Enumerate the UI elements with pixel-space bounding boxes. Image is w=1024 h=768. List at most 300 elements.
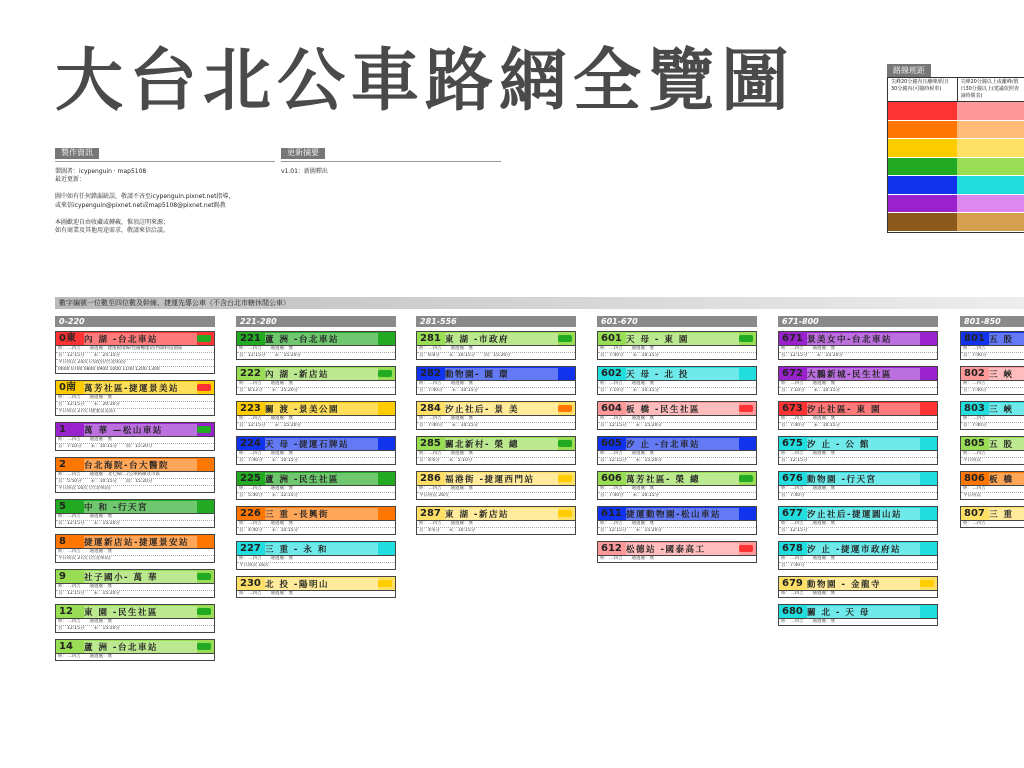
route-detail-line: 經：二四吉 通過處：無 [56,619,214,626]
route-detail-line: 首：12:15分 末：20:30分 [56,402,214,409]
legend-swatch [888,158,957,177]
route-frequency-tag [197,608,211,615]
route-frequency-tag [920,580,934,587]
route-card[interactable] [778,604,938,626]
route-number: 602 [598,367,626,380]
route-detail-line: 經：二四吉 通過處：無 [781,619,835,624]
route-number: 8 [56,535,84,548]
route-frequency-tag [197,573,211,580]
route-number: 805 [961,437,989,450]
legend-swatch [957,158,1024,177]
route-detail-line: 經：二四吉 [963,521,986,526]
route-frequency-tag [920,405,934,412]
route-column [55,316,215,667]
route-detail-line: 平日班次 26次 [419,493,449,498]
route-column-header: 0-220 [55,316,215,327]
route-frequency-tag [378,405,392,412]
route-detail-line: 經：二四吉 通過處：無 [417,381,575,388]
route-frequency-tag [739,335,753,342]
route-name: 社子國小- 萬 華 [84,571,197,583]
legend-swatch [888,176,957,195]
route-frequency-tag [920,335,934,342]
route-card[interactable] [778,541,938,570]
route-number: 14 [56,640,84,653]
route-name: 北 投 -陽明山 [265,578,378,590]
route-number: 227 [237,542,265,555]
update-summary [281,148,501,176]
route-detail-line: 平日班次 [963,458,981,463]
route-name: 捷運動物園-松山車站 [626,508,739,520]
route-detail-line: 首：12:15分 末：15:20分 [239,353,301,358]
route-detail-line: 平日班次 27次 (捷運景美站) [58,409,116,414]
route-number: 611 [598,507,626,520]
route-column-header: 221-280 [236,316,396,327]
route-name: 汐止社后-捷運圓山站 [807,508,920,520]
route-frequency-tag [558,440,572,447]
route-detail-line: 經：二四吉 通過處：無 [237,451,395,458]
route-detail-line: 首：5:50分 末：10:15分 間：15:20分 [56,479,214,486]
route-frequency-tag [920,440,934,447]
route-detail-line: 經：二四吉 [961,451,1024,458]
route-card[interactable] [597,471,757,500]
route-detail-line: 經：二四吉 通過處：無 [779,451,937,458]
route-frequency-tag [378,510,392,517]
route-card[interactable] [55,639,215,661]
route-detail-line: 首：4:6分 末：5:10分 [419,458,473,463]
route-detail-line: 經：二四吉 通過處：無 [56,395,214,402]
route-number: 671 [779,332,807,345]
legend-swatch [957,195,1024,214]
route-name: 蘆 洲 -台北車站 [265,333,378,345]
route-card[interactable] [55,380,215,416]
route-number: 224 [237,437,265,450]
route-detail-line: 經：二四吉 通過處：無 [56,549,214,556]
route-detail-line: 經：二四吉 通過處：捷運板南線/昆陽轉運站/內湖科技園區 [56,346,214,353]
route-frequency-tag [378,580,392,587]
route-detail-line: 經：二四吉 通過處：無 [237,521,395,528]
route-frequency-tag [920,608,934,615]
route-detail-line: 平日班次 16次 (台北車站) [58,486,111,491]
route-card[interactable] [778,366,938,395]
route-card[interactable] [416,506,576,535]
route-card[interactable] [778,436,938,465]
route-detail-line: 首：12:15分 末：15:20分 [600,458,662,463]
route-column [778,316,938,632]
route-number: 806 [961,472,989,485]
route-frequency-tag [197,503,211,510]
info-line: 或來信icypenguin@pixnet.net或map5108@pixnet.net賜教 [55,201,226,209]
route-frequency-tag [558,405,572,412]
route-frequency-tag [920,475,934,482]
route-detail-line: 經：二四吉 通過處：無 [56,514,214,521]
legend-panel [887,58,1024,233]
route-column-header: 601-670 [597,316,757,327]
info-line: 如有商業及其他用途需求，敬請來信洽談。 [55,227,170,234]
route-frequency-tag [197,461,211,468]
route-detail-line: 經：二四吉 通過處：無 [781,591,835,596]
route-card[interactable] [236,366,396,395]
route-detail-line: 經：二四吉 通過處：無 [598,416,756,423]
route-name: 汐 止 - 公 館 [807,438,920,450]
route-card[interactable] [597,541,757,563]
route-name: 三 重 [989,508,1024,520]
route-frequency-tag [197,335,211,342]
route-name: 東 園 -民生社區 [84,606,197,618]
route-card[interactable] [55,499,215,528]
production-info [55,148,275,236]
legend-swatch [888,102,957,121]
route-card[interactable] [960,506,1024,528]
route-frequency-tag [197,384,211,391]
route-detail-line: 首：7:40分 末：10:15分 [781,423,841,428]
route-name: 天 母 -捷運石牌站 [265,438,378,450]
route-detail-line: 首：12:15分 [781,528,808,533]
route-detail-line: 經：二四吉 通過處：無 [779,556,937,563]
route-name: 中 和 -行天宮 [84,501,197,513]
route-detail-line: 首：7:10分 末：10:15分 [781,388,841,393]
route-card[interactable] [597,331,757,360]
route-number: 802 [961,367,989,380]
route-detail-line: 首：7:40分 末：10:15分 [600,493,660,498]
info-line: 本圖歡迎自由收藏或轉載，惟須註明來源； [55,218,170,226]
route-detail-line: 首：7:10分 末：10:15分 [600,388,660,393]
route-frequency-tag [739,440,753,447]
legend-right-header: 尖峰20分鐘以上或離峰/假日30分鐘以上(建議依照查詢時間表) [957,78,1024,101]
route-card[interactable] [55,457,215,493]
route-detail-line: 首：5:40分 末：12:15分 [239,493,299,498]
route-detail-line: 經：二四吉 通過處：無 [417,346,575,353]
info-line: 最近更新： [55,176,86,183]
route-name: 動物園 - 金龍寺 [807,578,920,590]
route-detail-line: 首：7:40分 [963,388,987,393]
legend-swatch [957,102,1024,121]
info-line [55,185,275,194]
legend-color-grid [887,101,1024,233]
route-number: 676 [779,472,807,485]
route-name: 大鵬新城-民生社區 [807,368,920,380]
route-number: 2 [56,458,84,471]
route-frequency-tag [558,475,572,482]
route-number: 677 [779,507,807,520]
route-name: 景美女中-台北車站 [807,333,920,345]
info-line [55,210,275,219]
route-detail-line: 經：二四吉 通過處：無 [237,416,395,423]
route-name: 板 橋 [989,473,1024,485]
route-number: 679 [779,577,807,590]
route-number: 285 [417,437,445,450]
route-detail-line: 首：7:40分 末：10:15分 [419,423,479,428]
route-name: 萬芳社區- 榮 總 [626,473,739,485]
route-name: 三 峽 [989,368,1024,380]
route-column [416,316,576,541]
route-number: 225 [237,472,265,485]
route-card[interactable] [55,331,215,374]
route-detail-line: 經：二四吉 通過處：無 [779,521,937,528]
route-detail-line: 平日班次 24次 (市政府/台北車站) [56,360,214,367]
route-detail-line: 經：二四吉 通過處：無 [779,381,937,388]
route-detail-line: 經：二四吉 通過處：無 [600,556,654,561]
route-frequency-tag [197,426,211,433]
route-detail-line: 經：二四吉 通過處：無 [58,654,112,659]
route-detail-line: 平日班次 [963,493,981,498]
route-column-header: 281-556 [416,316,576,327]
route-column-header: 801-850 [960,316,1024,327]
route-detail-line: 首：12:15分 末：25:15分 [56,353,214,360]
route-detail-line: 經：二四吉 通過處：無 [237,381,395,388]
route-detail-line: 經：二四吉 通過處：無 [237,556,395,563]
route-detail-line: 首：12:15分 末：15:20分 [600,423,662,428]
route-detail-line: 首：8:12分 末：15:20分 [239,388,299,393]
route-detail-line: 首：7:40分 [781,493,805,498]
section-banner: 數字編號一位數至四位數及幹線、捷運先導公車（不含台北市轄休閒公車） [55,297,1024,309]
route-card[interactable] [236,436,396,465]
route-detail-line: 經：二四吉 通過處：無 [417,416,575,423]
route-name: 三 峽 [989,403,1024,415]
route-number: 612 [598,542,626,555]
route-column-header: 671-800 [778,316,938,327]
route-detail-line: 平日班次 27次 (台北車站) [58,556,111,561]
route-card[interactable] [416,366,576,395]
legend-swatch [957,213,1024,232]
route-detail-line: 首：7:40分 末：10:15分 [419,388,479,393]
route-detail-line: 經：二四吉 通過處：無 [239,591,293,596]
route-name: 關 北 - 天 母 [807,606,920,618]
route-card[interactable] [778,331,938,360]
route-column [960,316,1024,534]
route-card[interactable] [960,331,1024,360]
route-detail-line: 首：7:40分 末：10:15分 [239,458,299,463]
info-line: v1.01：新圖釋出 [281,167,328,175]
route-detail-line: 平日班次 16次 [239,563,269,568]
route-number: 286 [417,472,445,485]
route-detail-line: 經：二四吉 通過處：無 [598,346,756,353]
route-card[interactable] [960,436,1024,465]
route-card[interactable] [236,576,396,598]
route-name: 動物園- 圓 環 [445,368,558,380]
legend-swatch [888,195,957,214]
legend-swatch [888,121,957,140]
route-detail-line: 經：二四吉 通過處：無 [779,346,937,353]
route-card[interactable] [597,436,757,465]
route-detail-line: 首：7:10分 末：10:15分 間：15:20分 [58,444,153,449]
route-detail-line: 經：二四吉 [961,346,1024,353]
route-frequency-tag [197,538,211,545]
route-detail-line: 經：二四吉 通過處：無 [56,584,214,591]
legend-swatch [957,121,1024,140]
route-frequency-tag [558,510,572,517]
route-name: 動物園 -行天宮 [807,473,920,485]
route-detail-line: 經：二四吉 通過處：無 [417,451,575,458]
route-detail-line: 經：二四吉 通過處：無 [598,381,756,388]
route-card[interactable] [960,366,1024,395]
route-frequency-tag [378,440,392,447]
route-card[interactable] [416,331,576,360]
route-name: 關 渡 -景美公園 [265,403,378,415]
route-name: 汐 止 -捷運市政府站 [807,543,920,555]
route-card[interactable] [55,604,215,633]
route-name: 天 母 - 東 園 [626,333,739,345]
route-name: 三 重 -長興街 [265,508,378,520]
route-name: 天 母 - 北 投 [626,368,739,380]
route-name: 東 湖 -新店站 [445,508,558,520]
route-detail-line: 首：12:15分 末：15:20分 [58,626,120,631]
route-card[interactable] [597,401,757,430]
route-number: 1 [56,423,84,436]
route-detail-line: 首：7:40分 末：10:15分 [600,353,660,358]
route-frequency-tag [558,335,572,342]
route-card[interactable] [416,471,576,500]
route-frequency-tag [197,643,211,650]
route-detail-line: 經：二四吉 [961,381,1024,388]
route-detail-line: 經：二四吉 通過處：無 [598,451,756,458]
route-detail-line: 首：12:15分 末：15:20分 [781,353,843,358]
route-name: 三 重 - 永 和 [265,543,378,555]
page-title: 大台北公車路網全覽圖 [55,42,796,121]
route-card[interactable] [236,541,396,570]
route-detail-line: 首：7:40分 [963,353,987,358]
route-card[interactable] [236,471,396,500]
route-name: 蘆 洲 -台北車站 [84,641,197,653]
info-line: 圖中如有任何錯漏缺誤，敬請不吝至icypenguin.pixnet.net指導， [55,193,235,200]
route-number: 12 [56,605,84,618]
route-number: 0東 [56,332,84,345]
route-number: 680 [779,605,807,618]
route-frequency-tag [739,405,753,412]
route-card[interactable] [597,506,757,535]
route-detail-line: 經：二四吉 通過處：無 [237,486,395,493]
route-number: 803 [961,402,989,415]
route-card[interactable] [236,506,396,535]
route-name: 捷運新店站-捷運景安站 [84,536,197,548]
route-number: 282 [417,367,445,380]
route-frequency-tag [558,370,572,377]
route-name: 五 股 [989,333,1024,345]
route-detail-line: 經：二四吉 通過處：無 [598,521,756,528]
update-summary-label: 更新摘要 [281,148,325,159]
route-card[interactable] [778,471,938,500]
route-detail-line: 首：12:15分 末：15:20分 [58,591,120,596]
route-detail-line: 首：12:15分 末：15:20分 [239,423,301,428]
route-detail-line: 經：二四吉 通過處：北七線/二/公車路線及市區 [56,472,214,479]
route-detail-line: 首：12:15分 末：15:20分 [600,528,662,533]
production-info-text [55,168,275,236]
route-frequency-tag [739,545,753,552]
route-column [236,316,396,604]
route-number: 221 [237,332,265,345]
route-detail-line: 經：二四吉 通過處：無 [417,521,575,528]
route-card[interactable] [778,576,938,598]
route-number: 223 [237,402,265,415]
route-name: 汐 止 -台北車站 [626,438,739,450]
route-card[interactable] [416,401,576,430]
production-info-label: 製作資訊 [55,148,99,159]
route-detail-line: 首：7:40分 [781,563,805,568]
route-detail-line: 首：12:15分 末：15:20分 [58,521,120,526]
route-detail-line: 經：二四吉 通過處：無 [417,486,575,493]
route-frequency-tag [920,545,934,552]
route-card[interactable] [778,401,938,430]
route-number: 606 [598,472,626,485]
route-card[interactable] [778,506,938,535]
legend-swatch [888,213,957,232]
route-frequency-tag [920,510,934,517]
route-name: 東 湖 -市政府 [445,333,558,345]
route-detail-line: 經：二四吉 [961,416,1024,423]
route-name: 松德站 -國泰高工 [626,543,739,555]
route-number: 675 [779,437,807,450]
update-summary-text [281,168,501,177]
route-frequency-tag [378,335,392,342]
route-name: 五 股 [989,438,1024,450]
route-number: 9 [56,570,84,583]
route-card[interactable] [55,422,215,451]
route-detail-line: 經：二四吉 通過處：無 [598,486,756,493]
route-card[interactable] [960,471,1024,500]
route-name: 內 湖 -新店站 [265,368,378,380]
route-card[interactable] [236,331,396,360]
route-number: 0南 [56,381,84,394]
route-name: 板 橋 -民生社區 [626,403,739,415]
route-card[interactable] [416,436,576,465]
route-number: 807 [961,507,989,520]
legend-label: 路線班距 [887,64,931,77]
route-number: 604 [598,402,626,415]
route-detail-line: 經：二四吉 通過處：無 [779,416,937,423]
route-frequency-tag [378,475,392,482]
route-card[interactable] [597,366,757,395]
route-name: 汐止社區- 東 園 [807,403,920,415]
route-number: 673 [779,402,807,415]
route-number: 287 [417,507,445,520]
route-name: 台北海院-台大醫院 [84,459,197,471]
route-frequency-tag [920,370,934,377]
route-name: 汐止社后- 景 美 [445,403,558,415]
route-name: 內 湖 -台北車站 [84,333,197,345]
route-frequency-tag [378,545,392,552]
route-detail-line: 首：4:40分 末：10:15分 [239,528,299,533]
legend-swatch [957,176,1024,195]
route-number: 801 [961,332,989,345]
route-name: 關北新村- 榮 總 [445,438,558,450]
route-detail-line: 首：6:8分 末：10:15分 間：15:20分 [419,353,511,358]
route-number: 284 [417,402,445,415]
legend-left-header: 尖峰20分鐘內且離峰/假日30分鐘內(可隨時候車) [891,79,950,92]
route-detail-line: 經：二四吉 通過處：無 [779,486,937,493]
info-line: 製圖者：icypenguin · map5108 [55,167,147,175]
legend-swatch [957,139,1024,158]
route-number: 222 [237,367,265,380]
route-card[interactable] [960,401,1024,430]
route-number: 605 [598,437,626,450]
route-card[interactable] [55,569,215,598]
route-card[interactable] [55,534,215,563]
route-number: 5 [56,500,84,513]
route-number: 601 [598,332,626,345]
route-number: 226 [237,507,265,520]
legend-header [887,77,1024,101]
route-detail-line: 0600 0700 0800 0900 1000 1100 1200 1300 [58,367,160,372]
route-column [597,316,757,569]
route-number: 281 [417,332,445,345]
route-name: 蘆 洲 -民生社區 [265,473,378,485]
route-detail-line: 首：7:40分 [963,423,987,428]
route-frequency-tag [739,370,753,377]
route-detail-line: 經：二四吉 [961,486,1024,493]
route-card[interactable] [236,401,396,430]
route-detail-line: 首：4:6分 末：10:15分 [419,528,476,533]
legend-swatch [888,139,957,158]
route-detail-line: 首：12:15分 [781,458,808,463]
